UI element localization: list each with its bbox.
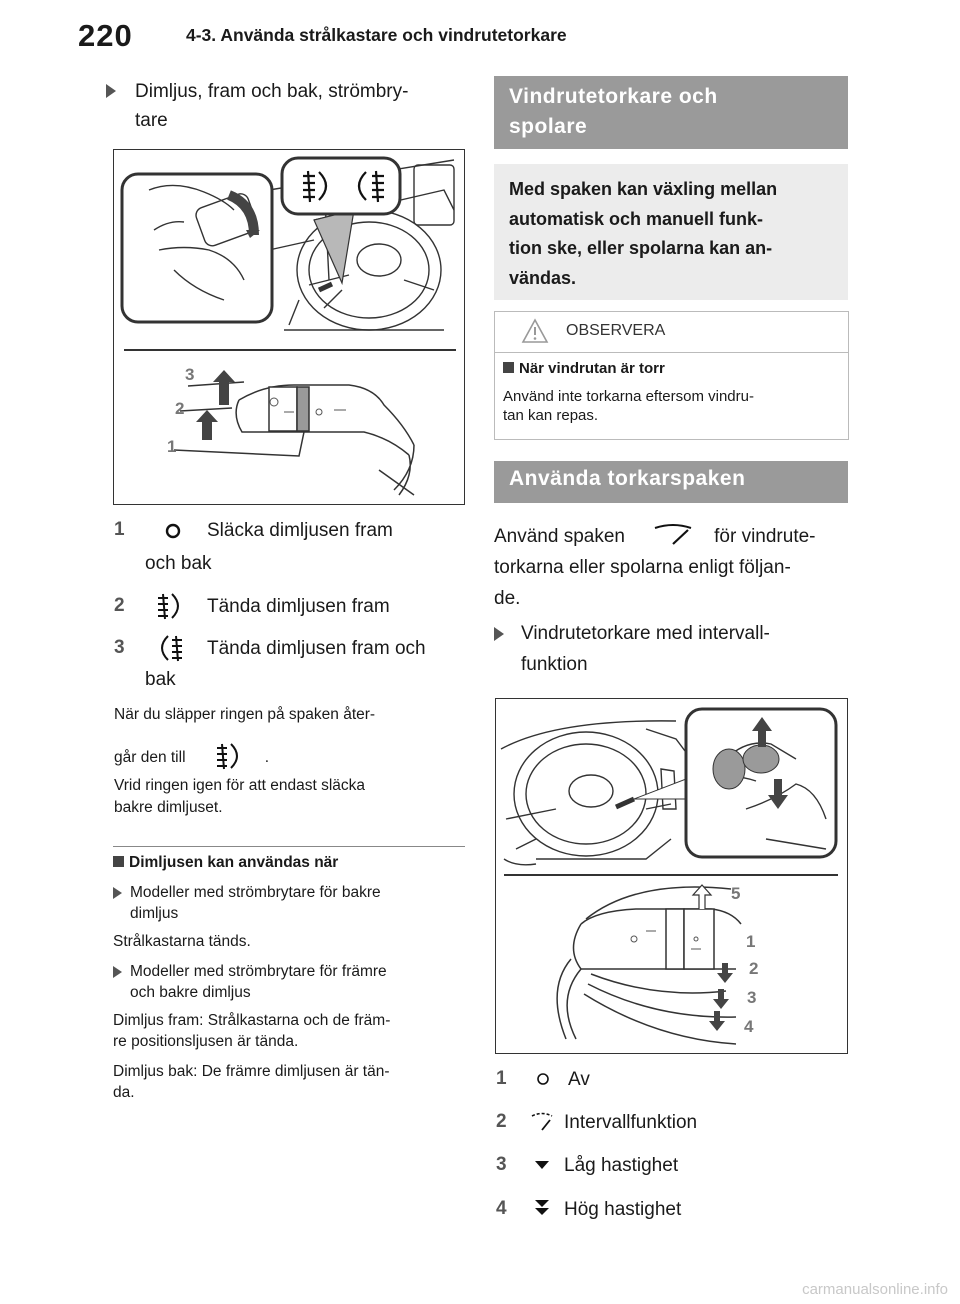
figure-callout-1: 1 [167,437,177,456]
caution-heading-text: När vindrutan är torr [519,360,665,377]
sub-text-2-line2: re positionsljusen är tända. [113,1033,299,1050]
fog-off-icon [165,523,181,544]
caution-text [503,387,754,425]
wiper-figure [495,698,848,1054]
section-title: 4-3. Använda strålkastare och vindrutetorkare [186,25,567,45]
wiper-illustration [496,699,847,1053]
item-text: Av [568,1069,590,1090]
caution-text-line2: tan kan repas. [503,407,599,424]
sub-bullet-text: Modeller med strömbrytare för främre [130,963,387,980]
item-text: Släcka dimljusen fram [207,520,393,541]
wiper-bullet-line2: funktion [521,654,588,675]
bullet-triangle-icon [113,966,122,978]
intermittent-wiper-icon [530,1110,554,1139]
intro-line-4: vändas. [509,267,577,288]
intro-line-1: Med spaken kan växling mellan [509,179,778,199]
caution-box [494,311,849,440]
use-lever-text: Använd spaken [494,526,625,547]
intro-line-2: automatisk och manuell funk- [509,208,764,229]
divider [113,846,465,847]
item-number: 2 [496,1111,507,1132]
figure-callout-2: 2 [749,959,759,978]
item-number: 4 [496,1198,507,1219]
subsection-heading [113,854,338,872]
double-down-arrow-icon [534,1198,550,1223]
sub-text-1: Strålkastarna tänds. [113,933,251,950]
section-header-wipers [494,76,848,149]
section-header-lever [494,461,848,503]
item-text: Tända dimljusen fram [207,596,390,617]
front-fog-inline-icon [214,741,244,771]
front-fog-icon [155,591,185,626]
caution-header [495,312,848,353]
bullet-triangle-icon [494,627,504,641]
warning-triangle-icon [521,318,549,344]
bullet-heading-line1: Dimljus, fram och bak, strömbry- [135,81,409,102]
section-header-text: Använda torkarspaken [509,467,746,490]
item-text-cont: bak [145,669,176,690]
item-text: Låg hastighet [564,1155,679,1176]
subsection-title: Dimljusen kan användas när [129,854,339,871]
figure-callout-3: 3 [747,988,757,1007]
release-note-line2 [114,741,269,771]
item-text-cont: och bak [145,553,212,574]
sub-text-3-line1: Dimljus bak: De främre dimljusen är tän- [113,1063,390,1080]
use-lever-line2: torkarna eller spolarna enligt följan- [494,557,791,578]
use-lever-line3: de. [494,588,521,609]
wiper-bullet-line1: Vindrutetorkare med intervall- [521,623,770,644]
fog-light-figure [113,149,465,505]
item-number: 3 [496,1154,507,1175]
single-down-arrow-icon [534,1158,550,1176]
bullet-heading-line2: tare [135,110,168,131]
release-note-text: går den till [114,749,186,766]
intro-box [494,164,848,300]
item-number: 3 [114,637,125,658]
use-lever-text-b: för vindrute- [714,526,816,547]
caution-heading [503,360,665,377]
sub-text-2-line1: Dimljus fram: Strålkastarna och de främ- [113,1012,391,1029]
off-circle-icon [536,1072,550,1091]
watermark: carmanualsonline.info [802,1281,948,1298]
item-number: 2 [114,595,125,616]
caution-text-line1: Använd inte torkarna eftersom vindru- [503,388,754,405]
intro-line-3: tion ske, eller spolarna kan an- [509,238,773,258]
turn-again-line2: bakre dimljuset. [114,799,223,816]
item-text: Intervallfunktion [564,1112,698,1133]
sub-text-3-line2: da. [113,1084,135,1101]
page-number: 220 [78,18,133,53]
figure-callout-3: 3 [185,365,195,384]
turn-again-line1: Vrid ringen igen för att endast släcka [114,777,366,794]
use-lever-line1 [494,521,816,552]
item-text: Hög hastighet [564,1199,682,1220]
wiper-icon [652,522,694,546]
sub-bullet-text: Modeller med strömbrytare för bakre [130,884,381,901]
intro-text [509,175,777,293]
sub-bullet-text-cont: dimljus [130,905,179,922]
bullet-triangle-icon [113,887,122,899]
item-text: Tända dimljusen fram och [207,638,426,659]
figure-callout-2: 2 [175,399,185,418]
section-header-line1: Vindrutetorkare och [509,85,718,108]
figure-callout-4: 4 [744,1017,754,1036]
sub-bullet-text-cont: och bakre dimljus [130,984,251,1001]
figure-callout-1: 1 [746,932,756,951]
bullet-triangle-icon [106,84,116,98]
section-header-line2: spolare [509,115,588,138]
square-bullet-icon [503,362,514,373]
caution-title: OBSERVERA [566,322,666,339]
item-number: 1 [114,519,125,540]
rear-fog-icon [155,633,185,668]
item-number: 1 [496,1068,507,1089]
figure-callout-5: 5 [731,884,741,903]
square-bullet-icon [113,856,124,867]
release-note-period: . [264,749,270,766]
release-note-line1: När du släpper ringen på spaken åter- [114,706,376,723]
